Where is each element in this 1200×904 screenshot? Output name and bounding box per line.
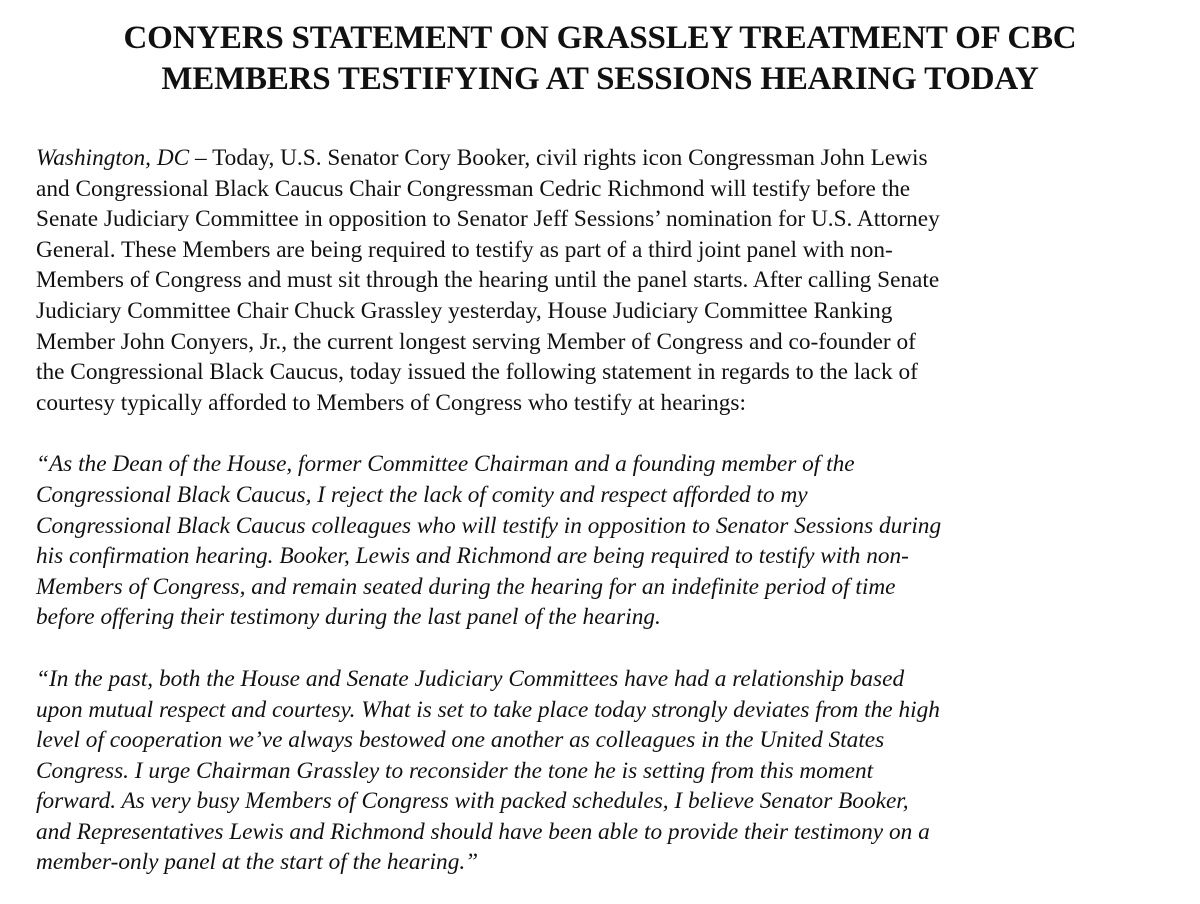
intro-line: and Congressional Black Caucus Chair Congressman Cedric Richmond will testify before the — [36, 175, 911, 202]
intro-line: Member John Conyers, Jr., the current longest serving Member of Congress and co-founder of — [36, 328, 916, 355]
quote-line: his confirmation hearing. Booker, Lewis and Richmond are being required to testify with non- — [36, 543, 909, 570]
intro-line-text: – Today, U.S. Senator Cory Booker, civil rights icon Congressman John Lewis — [189, 145, 928, 171]
intro-line: the Congressional Black Caucus, today issued the following statement in regards to the lack of — [36, 359, 918, 386]
dateline: Washington, DC — [36, 145, 190, 171]
quote-line: before offering their testimony during the last panel of the hearing. — [36, 604, 661, 631]
intro-line: Senate Judiciary Committee in opposition to Senator Jeff Sessions’ nomination for U.S. Attorney — [36, 206, 940, 233]
statement-body — [36, 143, 1164, 878]
intro-paragraph — [36, 143, 1164, 418]
title-line-1: CONYERS STATEMENT ON GRASSLEY TREATMENT OF CBC — [123, 20, 1077, 56]
quote-paragraph-2 — [36, 664, 1164, 878]
intro-line: Members of Congress and must sit through the hearing until the panel starts. After calling Senate — [36, 267, 940, 294]
quote-line: member-only panel at the start of the hearing.” — [36, 849, 479, 876]
intro-line: General. These Members are being required to testify as part of a third joint panel with non- — [36, 236, 893, 263]
intro-line: Judiciary Committee Chair Chuck Grassley yesterday, House Judiciary Committee Ranking — [36, 297, 893, 324]
quote-paragraph-1 — [36, 449, 1164, 633]
intro-line: courtesy typically afforded to Members of Congress who testify at hearings: — [36, 389, 746, 416]
quote-line: forward. As very busy Members of Congress with packed schedules, I believe Senator Booker, — [36, 788, 909, 815]
quote-line: “In the past, both the House and Senate Judiciary Committees have had a relationship based — [36, 665, 905, 692]
title-line-2: MEMBERS TESTIFYING AT SESSIONS HEARING TODAY — [161, 61, 1039, 97]
quote-line: upon mutual respect and courtesy. What is set to take place today strongly deviates from the high — [36, 696, 940, 723]
quote-line: “As the Dean of the House, former Committee Chairman and a founding member of the — [36, 451, 855, 478]
quote-line: Congressional Black Caucus colleagues who will testify in opposition to Senator Sessions during — [36, 512, 942, 539]
quote-line: Congress. I urge Chairman Grassley to reconsider the tone he is setting from this moment — [36, 757, 874, 784]
quote-line: level of cooperation we’ve always bestowed one another as colleagues in the United States — [36, 727, 885, 754]
quote-line: Congressional Black Caucus, I reject the lack of comity and respect afforded to my — [36, 481, 808, 508]
quote-line: and Representatives Lewis and Richmond should have been able to provide their testimony on a — [36, 818, 930, 845]
quote-line: Members of Congress, and remain seated during the hearing for an indefinite period of time — [36, 573, 896, 600]
intro-line — [36, 143, 1164, 174]
page-title — [36, 18, 1164, 100]
